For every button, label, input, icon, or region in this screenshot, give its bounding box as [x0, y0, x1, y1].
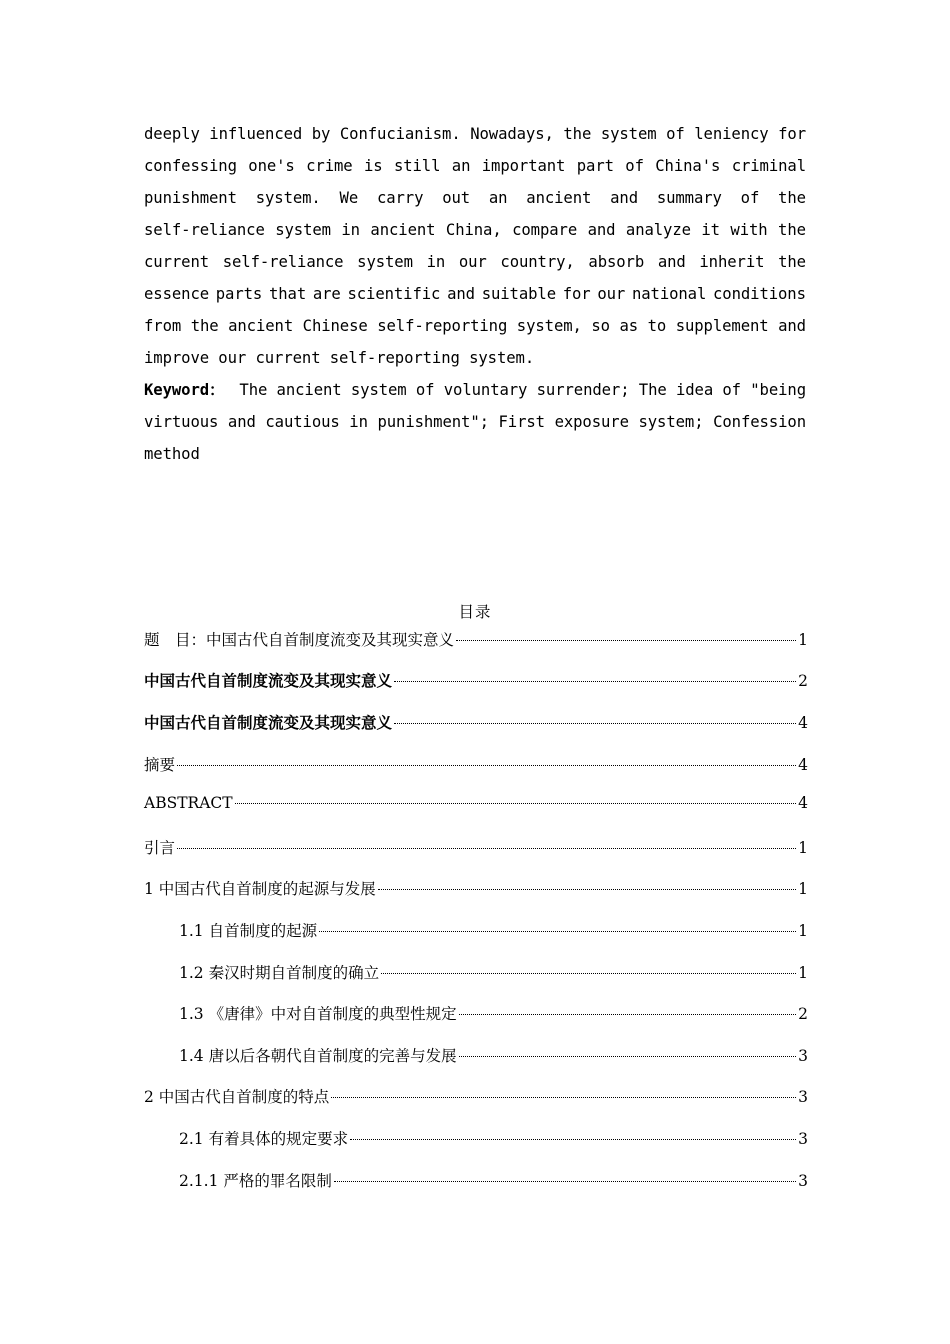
abstract-word: Confucianism. — [339, 125, 461, 143]
toc-page-number: 1 — [798, 880, 808, 898]
abstract-word: and — [778, 317, 806, 335]
toc-entry-label: 1 中国古代自首制度的起源与发展 — [144, 880, 376, 898]
toc-entry-label: 1.3 《唐律》中对自首制度的典型性规定 — [179, 1005, 457, 1023]
abstract-word: compare — [512, 221, 578, 239]
abstract-word: China, — [445, 221, 502, 239]
toc-entry-label: 引言 — [144, 839, 176, 857]
abstract-word: criminal — [731, 157, 806, 175]
abstract-word: as — [619, 317, 639, 335]
toc-entry[interactable] — [144, 1002, 808, 1030]
toc-entry[interactable] — [144, 794, 808, 822]
toc-entry[interactable] — [144, 919, 808, 947]
toc-page-number: 4 — [798, 794, 808, 812]
abstract-word: country, — [500, 253, 575, 271]
abstract-line — [144, 246, 806, 278]
toc-leader-dots — [177, 847, 796, 849]
toc-entry[interactable] — [144, 877, 808, 905]
abstract-word: system; — [638, 413, 704, 431]
abstract-word: to — [647, 317, 667, 335]
abstract-line — [144, 182, 806, 214]
toc-leader-dots — [177, 764, 796, 766]
abstract-word: from — [144, 317, 182, 335]
abstract-word: ancient — [526, 189, 592, 207]
toc-entry[interactable] — [144, 836, 808, 864]
abstract-word: influenced — [209, 125, 303, 143]
abstract-word: and — [610, 189, 638, 207]
abstract-word: deeply — [144, 125, 200, 143]
keyword-label: Keyword： — [144, 381, 225, 399]
abstract-word: exposure — [554, 413, 629, 431]
toc-page-number: 4 — [798, 714, 808, 732]
abstract-word: virtuous — [144, 413, 219, 431]
toc-entry-label: 1.4 唐以后各朝代自首制度的完善与发展 — [179, 1047, 457, 1065]
toc-entry[interactable] — [144, 628, 808, 656]
toc-page-number: 2 — [798, 672, 808, 690]
abstract-word: ancient — [228, 317, 294, 335]
toc-entry-label: 1.2 秦汉时期自首制度的确立 — [179, 964, 380, 982]
abstract-word: is — [363, 157, 383, 175]
abstract-word: system — [275, 221, 331, 239]
abstract-word: it — [701, 221, 720, 239]
abstract-word: for — [778, 125, 806, 143]
abstract-word: of — [666, 125, 685, 143]
abstract-word: our — [458, 253, 487, 271]
toc-entry-label: 题 目：中国古代自首制度流变及其现实意义 — [144, 631, 455, 649]
toc-page-number: 4 — [798, 756, 808, 774]
toc-leader-dots — [459, 1013, 797, 1015]
abstract-word: inherit — [699, 253, 765, 271]
abstract-word: the — [778, 189, 806, 207]
abstract-word: scientific — [347, 285, 441, 303]
toc-entry[interactable] — [144, 961, 808, 989]
toc-entry-label: ABSTRACT — [144, 794, 233, 812]
abstract-word: still — [393, 157, 441, 175]
abstract-word: national — [631, 285, 707, 303]
toc-page-number: 3 — [798, 1172, 808, 1190]
abstract-word: First — [498, 413, 545, 431]
abstract-line — [144, 214, 806, 246]
keyword-text: The ancient system of voluntary surrender; The idea of "being — [239, 381, 806, 399]
toc-leader-dots — [334, 1180, 796, 1182]
abstract-word: system — [357, 253, 413, 271]
abstract-word: system, — [516, 317, 582, 335]
toc-page-number: 1 — [798, 964, 808, 982]
abstract-word: self-reliance — [222, 253, 344, 271]
abstract-word: of — [740, 189, 760, 207]
abstract-word: out — [442, 189, 471, 207]
toc-leader-dots — [331, 1096, 796, 1098]
abstract-word: part — [576, 157, 614, 175]
abstract-word: analyze — [625, 221, 691, 239]
abstract-word: and — [227, 413, 256, 431]
abstract-word: self-reliance — [144, 221, 265, 239]
toc-page-number: 2 — [798, 1005, 808, 1023]
toc-entry[interactable] — [144, 669, 808, 697]
abstract-word: essence — [144, 285, 210, 303]
abstract-word: carry — [376, 189, 424, 207]
abstract-word: parts — [215, 285, 263, 303]
abstract-word: one's — [248, 157, 295, 175]
toc-entry[interactable] — [144, 753, 808, 781]
keywords-line — [144, 406, 806, 438]
abstract-section — [144, 118, 806, 470]
toc-leader-dots — [350, 1138, 796, 1140]
toc-entry[interactable] — [144, 1085, 808, 1113]
abstract-word: of — [625, 157, 644, 175]
abstract-word: supplement — [675, 317, 769, 335]
abstract-word: the — [778, 221, 806, 239]
abstract-word: system — [600, 125, 657, 143]
abstract-word: the — [190, 317, 219, 335]
abstract-word: and — [587, 221, 616, 239]
abstract-word: We — [339, 189, 359, 207]
toc-leader-dots — [378, 888, 796, 890]
abstract-word: are — [312, 285, 341, 303]
abstract-word: in — [349, 413, 368, 431]
toc-entry-label: 1.1 自首制度的起源 — [179, 922, 318, 940]
toc-entry-label: 2.1 有着具体的规定要求 — [179, 1130, 349, 1148]
toc-entry-label: 2 中国古代自首制度的特点 — [144, 1088, 330, 1106]
toc-leader-dots — [394, 680, 796, 682]
abstract-word: absorb — [588, 253, 645, 271]
abstract-word: suitable — [481, 285, 556, 303]
abstract-word: system. — [255, 189, 321, 207]
abstract-word: that — [268, 285, 307, 303]
abstract-word: so — [591, 317, 610, 335]
toc-entry[interactable] — [144, 711, 808, 739]
toc-entry[interactable] — [144, 1044, 808, 1072]
abstract-word: an — [451, 157, 471, 175]
abstract-word: important — [481, 157, 566, 175]
toc-page-number: 3 — [798, 1088, 808, 1106]
abstract-word: China's — [655, 157, 721, 175]
toc-entry-label: 摘要 — [144, 756, 176, 774]
keywords-line: method — [144, 445, 200, 463]
abstract-word: punishment — [144, 189, 237, 207]
abstract-word: with — [730, 221, 768, 239]
toc-page-number: 1 — [798, 922, 808, 940]
abstract-word: Nowadays, — [470, 125, 554, 143]
abstract-line — [144, 150, 806, 182]
abstract-line — [144, 278, 806, 310]
abstract-word: in — [341, 221, 360, 239]
abstract-word: and — [657, 253, 686, 271]
toc-entry-label: 中国古代自首制度流变及其现实意义 — [144, 672, 393, 690]
keywords-line — [144, 374, 806, 406]
toc-entry-label: 2.1.1 严格的罪名限制 — [179, 1172, 332, 1190]
toc-page-number: 1 — [798, 839, 808, 857]
toc-entry[interactable] — [144, 1169, 808, 1197]
toc-leader-dots — [394, 722, 796, 724]
toc-leader-dots — [381, 972, 796, 974]
abstract-word: self-reporting — [377, 317, 508, 335]
abstract-word: conditions — [713, 285, 806, 303]
abstract-word: an — [488, 189, 508, 207]
toc-page-number: 3 — [798, 1047, 808, 1065]
toc-leader-dots — [459, 1055, 797, 1057]
abstract-word: Chinese — [302, 317, 368, 335]
toc-title: 目录 — [458, 603, 492, 621]
abstract-word: and — [447, 285, 475, 303]
toc-leader-dots — [319, 930, 796, 932]
abstract-word: the — [778, 253, 806, 271]
abstract-line: improve our current self-reporting system. — [144, 349, 535, 367]
abstract-word: crime — [306, 157, 353, 175]
abstract-line — [144, 118, 806, 150]
abstract-word: by — [311, 125, 331, 143]
toc-entry[interactable] — [144, 1127, 808, 1155]
toc-leader-dots — [235, 802, 797, 804]
abstract-word: summary — [656, 189, 722, 207]
toc-page-number: 1 — [798, 631, 808, 649]
abstract-word: the — [563, 125, 592, 143]
toc-entry-label: 中国古代自首制度流变及其现实意义 — [144, 714, 393, 732]
abstract-word: cautious — [265, 413, 340, 431]
abstract-word: leniency — [694, 125, 769, 143]
abstract-line — [144, 310, 806, 342]
toc-leader-dots — [456, 639, 796, 641]
abstract-word: current — [144, 253, 210, 271]
abstract-word: in — [426, 253, 446, 271]
abstract-word: confessing — [144, 157, 237, 175]
abstract-word: Confession — [713, 413, 806, 431]
abstract-word: ancient — [370, 221, 436, 239]
abstract-word: punishment"; — [377, 413, 489, 431]
abstract-word: our — [597, 285, 626, 303]
toc-page-number: 3 — [798, 1130, 808, 1148]
abstract-word: for — [562, 285, 591, 303]
